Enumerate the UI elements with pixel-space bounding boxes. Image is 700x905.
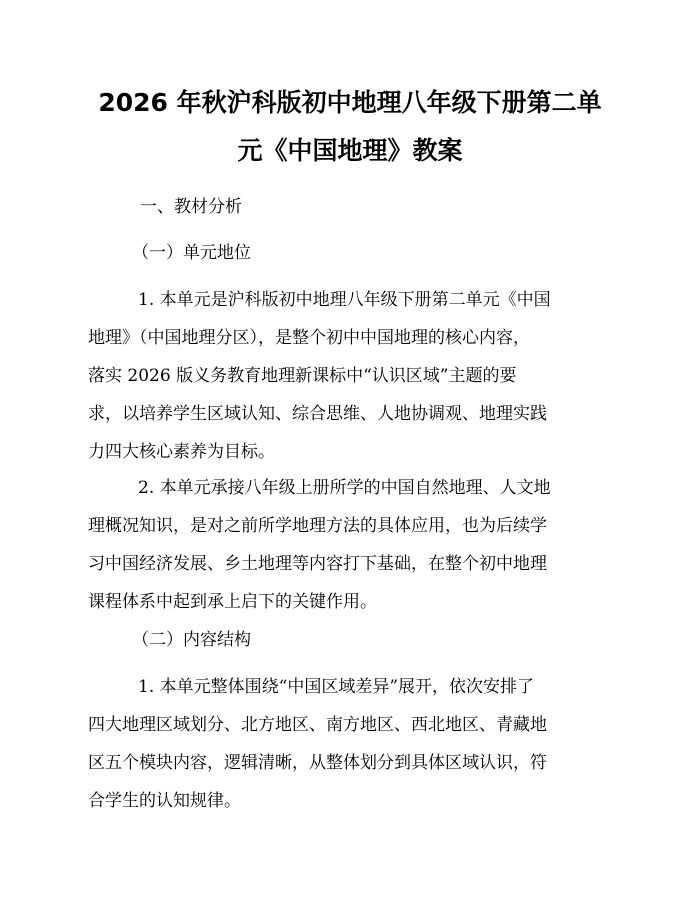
subsection-heading-unit-position: （一）单元地位 [132, 243, 251, 263]
paragraph-line: 力四大核心素养为目标。 [88, 442, 275, 462]
section-heading-teaching-material-analysis: 一、教材分析 [140, 197, 242, 217]
paragraph-line: 理概况知识，是对之前所学地理方法的具体应用，也为后续学 [88, 516, 547, 536]
paragraph-line: 课程体系中起到承上启下的关键作用。 [88, 592, 377, 612]
paragraph-line: 2. 本单元承接八年级上册所学的中国自然地理、人文地 [138, 478, 551, 498]
subsection-heading-content-structure: （二）内容结构 [132, 630, 251, 650]
paragraph-line: 地理》（中国地理分区），是整个初中中国地理的核心内容， [88, 328, 530, 348]
paragraph-content-structure-1 [88, 668, 612, 820]
paragraph-line: 区五个模块内容，逻辑清晰，从整体划分到具体区域认识，符 [88, 753, 547, 773]
paragraph-line: 落实 2026 版义务教育地理新课标中“认识区域”主题的要 [88, 366, 517, 386]
paragraph-line: 1. 本单元是沪科版初中地理八年级下册第二单元《中国 [138, 290, 551, 310]
document-title-line-1: 2026 年秋沪科版初中地理八年级下册第二单 [98, 88, 602, 117]
paragraph-line: 习中国经济发展、乡土地理等内容打下基础，在整个初中地理 [88, 554, 547, 574]
document-title-line-2: 元《中国地理》教案 [237, 136, 463, 165]
paragraph-line: 四大地理区域划分、北方地区、南方地区、西北地区、青藏地 [88, 715, 547, 735]
paragraph-line: 1. 本单元整体围绕“中国区域差异”展开，依次安排了 [138, 677, 535, 697]
paragraph-line: 求，以培养学生区域认知、综合思维、人地协调观、地理实践 [88, 404, 547, 424]
paragraph-unit-position-2 [88, 469, 612, 621]
paragraph-unit-position-1 [88, 281, 612, 471]
paragraph-line: 合学生的认知规律。 [88, 791, 241, 811]
